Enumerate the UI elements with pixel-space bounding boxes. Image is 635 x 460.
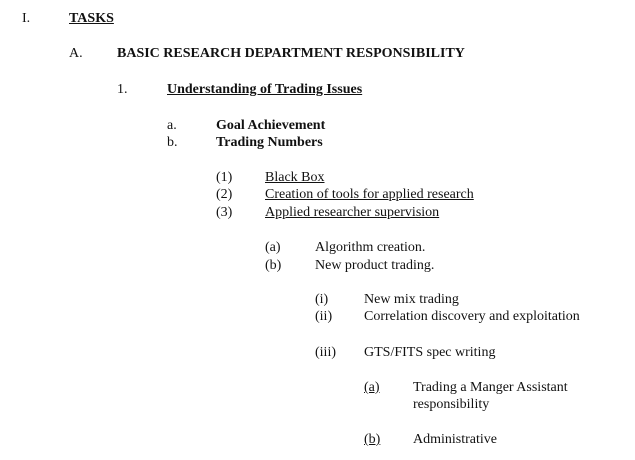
item-applied-researcher-supervision: Applied researcher supervision [265, 205, 440, 220]
outline-marker-roman-ii: (ii) [315, 309, 333, 324]
item-trading-numbers: Trading Numbers [216, 135, 323, 150]
outline-marker-A: A. [69, 46, 83, 61]
outline-marker-I: I. [22, 11, 31, 26]
outline-marker-paren-a: (a) [265, 240, 281, 255]
outline-marker-paren-b: (b) [265, 258, 282, 273]
heading-understanding-trading-issues: Understanding of Trading Issues [167, 82, 363, 97]
item-goal-achievement: Goal Achievement [216, 118, 326, 133]
outline-marker-paren-2: (2) [216, 187, 233, 202]
outline-marker-roman-iii: (iii) [315, 345, 336, 360]
outline-marker-roman-i: (i) [315, 292, 329, 307]
outline-marker-paren-1: (1) [216, 170, 233, 185]
heading-tasks: TASKS [69, 11, 114, 26]
outline-marker-b: b. [167, 135, 178, 150]
item-algorithm-creation: Algorithm creation. [315, 240, 426, 255]
heading-basic-research: BASIC RESEARCH DEPARTMENT RESPONSIBILITY [117, 46, 465, 61]
outline-marker-underlined-a: (a) [364, 380, 380, 395]
outline-marker-underlined-b: (b) [364, 432, 381, 447]
item-gts-fits-spec-writing: GTS/FITS spec writing [364, 345, 496, 360]
item-creation-of-tools: Creation of tools for applied research [265, 187, 474, 202]
item-trading-manger-assistant-line1: Trading a Manger Assistant [413, 380, 568, 395]
item-administrative: Administrative [413, 432, 497, 447]
outline-marker-a: a. [167, 118, 177, 133]
item-new-product-trading: New product trading. [315, 258, 435, 273]
outline-marker-1: 1. [117, 82, 128, 97]
item-correlation-discovery: Correlation discovery and exploitation [364, 309, 580, 324]
outline-marker-paren-3: (3) [216, 205, 233, 220]
item-trading-manger-assistant-line2: responsibility [413, 397, 490, 412]
item-new-mix-trading: New mix trading [364, 292, 459, 307]
item-black-box: Black Box [265, 170, 325, 185]
